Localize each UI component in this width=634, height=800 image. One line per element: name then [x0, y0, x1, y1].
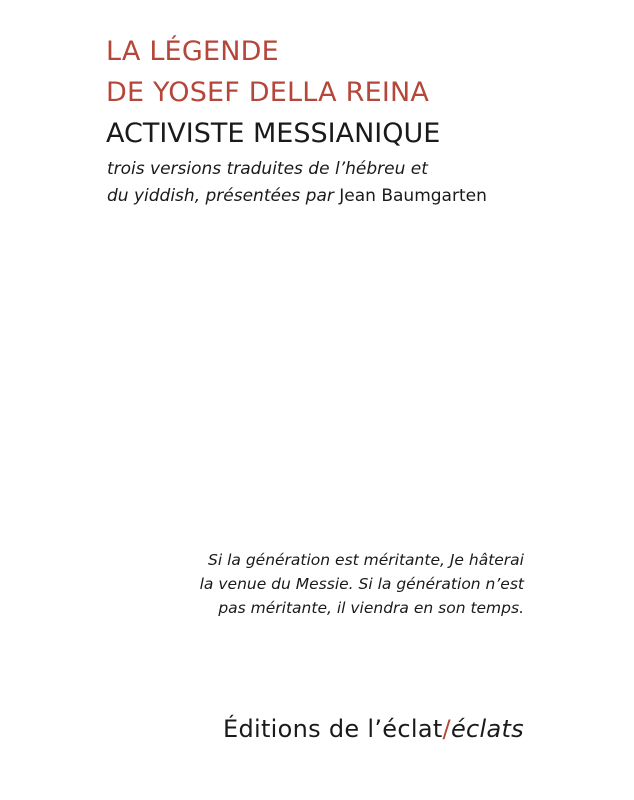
epigraph-line: Si la génération est méritante, Je hâterai — [208, 551, 524, 569]
epigraph-line: pas méritante, il viendra en son temps. — [218, 599, 524, 617]
publisher — [223, 714, 524, 744]
title-line-2: DE YOSEF DELLA REINA — [106, 77, 430, 108]
collection-name: éclats — [450, 715, 524, 743]
title-line-1: LA LÉGENDE — [106, 36, 279, 67]
epigraph — [104, 548, 524, 620]
subtitle-line-2 — [107, 185, 487, 207]
publisher-name: Éditions de l’éclat — [223, 715, 443, 743]
subtitle-line-1: trois versions traduites de l’hébreu et — [107, 159, 428, 179]
author-name: Jean Baumgarten — [333, 186, 487, 206]
subtitle-presented-by: du yiddish, présentées par — [107, 186, 334, 206]
epigraph-line: la venue du Messie. Si la génération n’est — [199, 575, 524, 593]
publisher-slash: / — [442, 715, 451, 743]
subtitle-heading: ACTIVISTE MESSIANIQUE — [106, 118, 441, 149]
